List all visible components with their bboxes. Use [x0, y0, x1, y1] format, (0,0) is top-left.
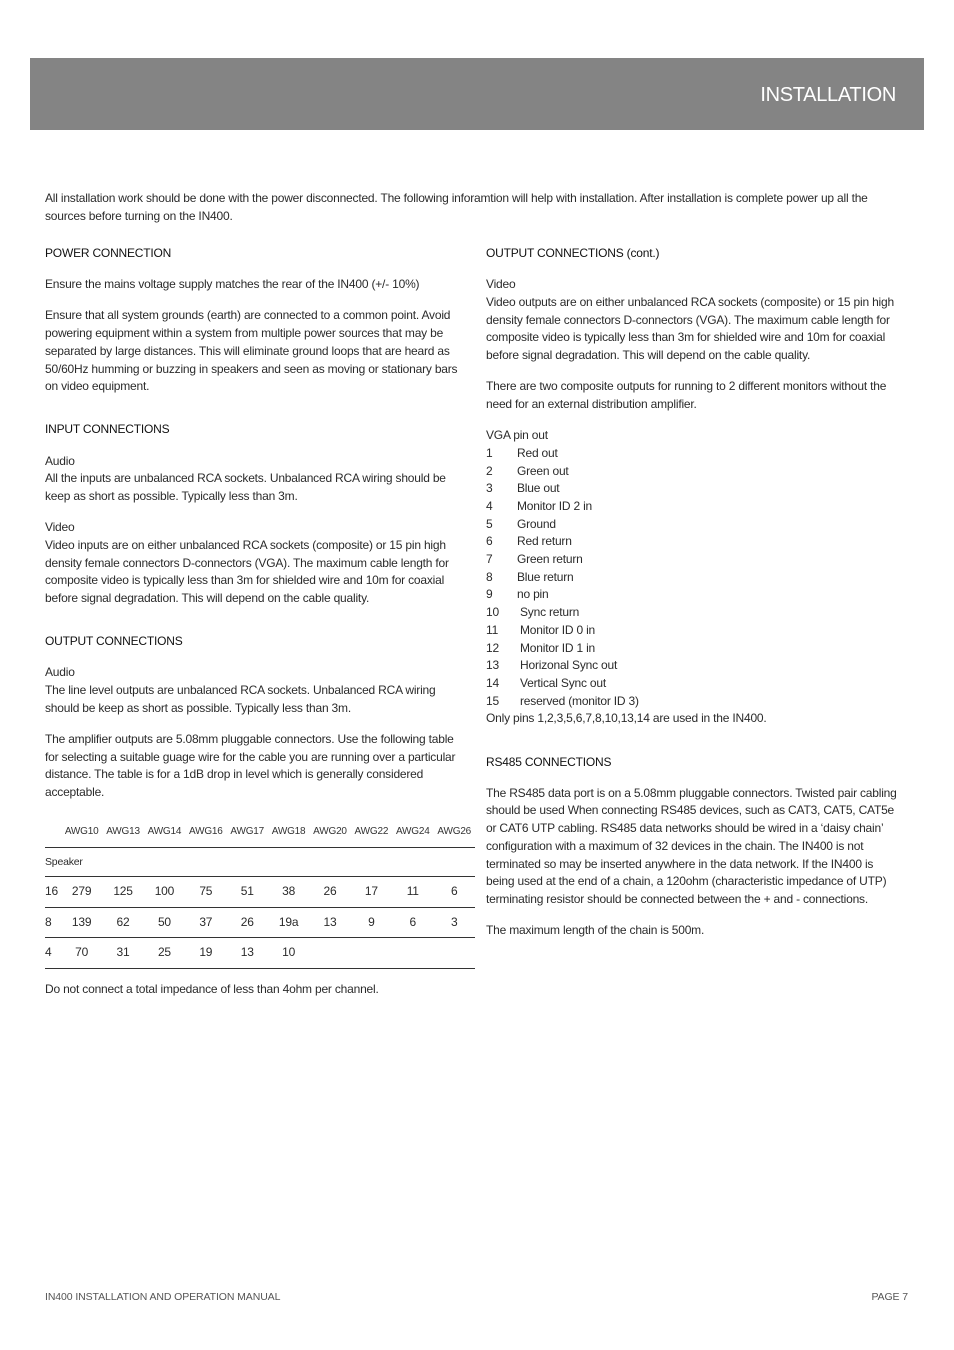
table-row: [45, 938, 475, 969]
impedance-note: Do not connect a total impedance of less than 4ohm per channel.: [45, 981, 379, 996]
awg-column-header: AWG22: [354, 825, 389, 837]
awg-column-header: AWG16: [188, 825, 223, 837]
awg-column-header: AWG17: [230, 825, 265, 837]
page-title: INSTALLATION: [760, 84, 896, 106]
table-cell: 26: [227, 907, 268, 938]
list-item: [486, 480, 902, 498]
pin-name: no pin: [517, 587, 549, 602]
pin-name: Horizonal Sync out: [520, 658, 618, 673]
input-audio-text: All the inputs are unbalanced RCA sockets. Unbalanced RCA wiring should be keep as short as possible. Typically less than 3m.: [45, 471, 446, 504]
input-video: [45, 519, 470, 608]
table-cell: 279: [61, 877, 102, 908]
pin-name: Ground: [517, 516, 556, 531]
pin-name: Monitor ID 2 in: [517, 498, 593, 513]
table-cell: 139: [61, 907, 102, 938]
intro-paragraph: All installation work should be done with the power disconnected. The following inforamtion will help with installation. After installation is complete power up all the sources before turning on the IN400.: [45, 191, 868, 223]
list-item: [486, 622, 902, 640]
output-audio: [45, 664, 470, 717]
power-paragraph-1: Ensure the mains voltage supply matches the rear of the IN400 (+/- 10%): [45, 277, 420, 292]
pin-number: 4: [486, 498, 493, 513]
pin-number: 3: [486, 481, 493, 496]
table-cell: 8: [45, 907, 61, 938]
pin-number: 14: [486, 675, 499, 690]
output-heading: OUTPUT CONNECTIONS: [45, 634, 183, 649]
pin-name: Green out: [517, 463, 569, 478]
awg-column-header: AWG10: [64, 825, 99, 837]
output-video-label: Video: [486, 277, 516, 292]
vga-pinout-label: VGA pin out: [486, 428, 548, 443]
footer-manual-title: IN400 INSTALLATION AND OPERATION MANUAL: [45, 1291, 281, 1303]
pin-name: Monitor ID 0 in: [520, 622, 596, 637]
speaker-subheader: Speaker: [45, 848, 475, 877]
list-item: [486, 533, 902, 551]
table-cell: 11: [392, 877, 433, 908]
table-cell: [433, 938, 475, 969]
table-cell: [351, 938, 392, 969]
awg-column-header: AWG24: [395, 825, 430, 837]
pin-number: 11: [486, 622, 499, 637]
power-heading: POWER CONNECTION: [45, 246, 172, 260]
list-item: [486, 569, 902, 587]
table-cell: 51: [227, 877, 268, 908]
left-column: [45, 245, 470, 1012]
awg-column-header: AWG13: [106, 825, 140, 837]
input-heading: INPUT CONNECTIONS: [45, 422, 170, 437]
table-cell: 70: [61, 938, 102, 969]
awg-corner-cell: [45, 815, 61, 848]
table-cell: 17: [351, 877, 392, 908]
table-cell: 26: [309, 877, 350, 908]
pin-name: Monitor ID 1 in: [520, 640, 596, 655]
table-cell: 125: [102, 877, 143, 908]
pin-number: 6: [486, 534, 493, 549]
list-item: [486, 463, 902, 481]
output-audio-text: The line level outputs are unbalanced RCA sockets. Unbalanced RCA wiring should be keep as short as possible. Typically less than 3m.: [45, 683, 436, 715]
table-cell: 37: [185, 907, 226, 938]
output-video-text: Video outputs are on either unbalanced RCA sockets (composite) or 15 pin high density female connectors D-connectors (VGA). The maximum cable length for composite video is typically less than 3m for shielded wire and 10m for coaxial before signal degradation. This will depend on the cable quality.: [486, 294, 894, 363]
vga-pin-list: [486, 445, 902, 711]
table-cell: [392, 938, 433, 969]
table-cell: 100: [144, 877, 185, 908]
table-cell: 16: [45, 877, 61, 908]
pin-name: Red out: [517, 445, 558, 460]
output-amp-text: The amplifier outputs are 5.08mm pluggable connectors. Use the following table for selecting a suitable guage wire for the cable you are running over a particular distance. The table is for a 1dB drop in level which is generally considered acceptable.: [45, 732, 456, 800]
input-audio-label: Audio: [45, 453, 75, 468]
table-row: [45, 877, 475, 908]
awg-column-header: AWG14: [147, 825, 182, 837]
pin-number: 13: [486, 658, 499, 673]
list-item: [486, 551, 902, 569]
footer-page-number: PAGE 7: [871, 1291, 908, 1303]
pin-number: 2: [486, 463, 493, 478]
pin-number: 5: [486, 516, 493, 531]
pin-name: Sync return: [520, 605, 580, 620]
rs485-paragraph-1: The RS485 data port is on a 5.08mm pluggable connectors. Twisted pair cabling should be used When connecting RS485 devices, such as CAT3, CAT5, CAT5e or CAT6 UTP cabling. RS485 data networks should be wired in a ‘daisy chain’ configuration with a maximum of 32 devices in the chain. The IN400 is not terminated so may be inserted anywhere in the data network. If the IN400 is being used at the end of a chain, a 120ohm (characteristic impedance of UTP) terminating resistor should be connected between the + and - connections.: [486, 785, 897, 906]
list-item: [486, 640, 902, 658]
table-row: [45, 907, 475, 938]
awg-column-header: AWG20: [313, 825, 347, 837]
pin-name: Red return: [517, 534, 572, 549]
list-item: [486, 693, 902, 711]
speaker-subheader-row: [45, 848, 475, 877]
power-paragraph-2: Ensure that all system grounds (earth) are connected to a common point. Avoid powering equipment within a system from multiple power sources that may be separated by large distances. This will eliminate ground loops that are heard as 50/60Hz humming or buzzing in speakers and seen as moving or stationary bars on video equipment.: [45, 308, 458, 394]
table-cell: 25: [144, 938, 185, 969]
pin-number: 1: [486, 445, 493, 460]
output-audio-label: Audio: [45, 665, 75, 680]
pin-number: 15: [486, 693, 499, 708]
pin-number: 7: [486, 552, 493, 567]
pin-number: 12: [486, 640, 499, 655]
rs485-paragraph-2: The maximum length of the chain is 500m.: [486, 923, 705, 938]
awg-wire-table: [45, 815, 475, 969]
input-video-text: Video inputs are on either unbalanced RCA sockets (composite) or 15 pin high density female connectors D-connectors (VGA). The maximum cable length for composite video is typically less than 3m for shielded wire and 10m for coaxial before signal degradation. This will depend on the cable quality.: [45, 537, 449, 606]
list-item: [486, 586, 902, 604]
list-item: [486, 604, 902, 622]
pin-number: 10: [486, 605, 499, 620]
input-video-label: Video: [45, 520, 75, 535]
table-cell: 6: [392, 907, 433, 938]
awg-header-row: [45, 815, 475, 848]
pin-name: Blue return: [517, 569, 574, 584]
header-banner: [30, 58, 924, 130]
pins-used-note: Only pins 1,2,3,5,6,7,8,10,13,14 are used in the IN400.: [486, 711, 767, 726]
list-item: [486, 657, 902, 675]
awg-column-header: AWG18: [271, 825, 306, 837]
rs485-heading: RS485 CONNECTIONS: [486, 754, 612, 769]
table-cell: 3: [433, 907, 475, 938]
list-item: [486, 498, 902, 516]
output-cont-heading: OUTPUT CONNECTIONS (cont.): [486, 246, 660, 260]
table-cell: 75: [185, 877, 226, 908]
table-cell: 38: [268, 877, 309, 908]
table-cell: 13: [309, 907, 350, 938]
list-item: [486, 675, 902, 693]
vga-pinout: [486, 427, 902, 728]
table-cell: 9: [351, 907, 392, 938]
pin-name: Blue out: [517, 481, 560, 496]
pin-number: 9: [486, 587, 493, 602]
pin-name: reserved (monitor ID 3): [520, 693, 639, 708]
table-cell: 62: [102, 907, 143, 938]
right-column: [486, 245, 902, 953]
pin-name: Vertical Sync out: [520, 675, 606, 690]
list-item: [486, 516, 902, 534]
awg-column-header: AWG26: [437, 825, 472, 837]
table-cell: 4: [45, 938, 61, 969]
table-cell: 19: [185, 938, 226, 969]
list-item: [486, 445, 902, 463]
input-audio: [45, 453, 470, 506]
table-cell: 10: [268, 938, 309, 969]
output-video: [486, 276, 902, 365]
pin-name: Green return: [517, 552, 583, 567]
table-cell: 31: [102, 938, 143, 969]
table-cell: 13: [227, 938, 268, 969]
composite-outputs-text: There are two composite outputs for running to 2 different monitors without the need for an external distribution amplifier.: [486, 379, 887, 411]
table-cell: 19a: [268, 907, 309, 938]
table-cell: [309, 938, 350, 969]
table-cell: 50: [144, 907, 185, 938]
pin-number: 8: [486, 569, 493, 584]
table-cell: 6: [433, 877, 475, 908]
